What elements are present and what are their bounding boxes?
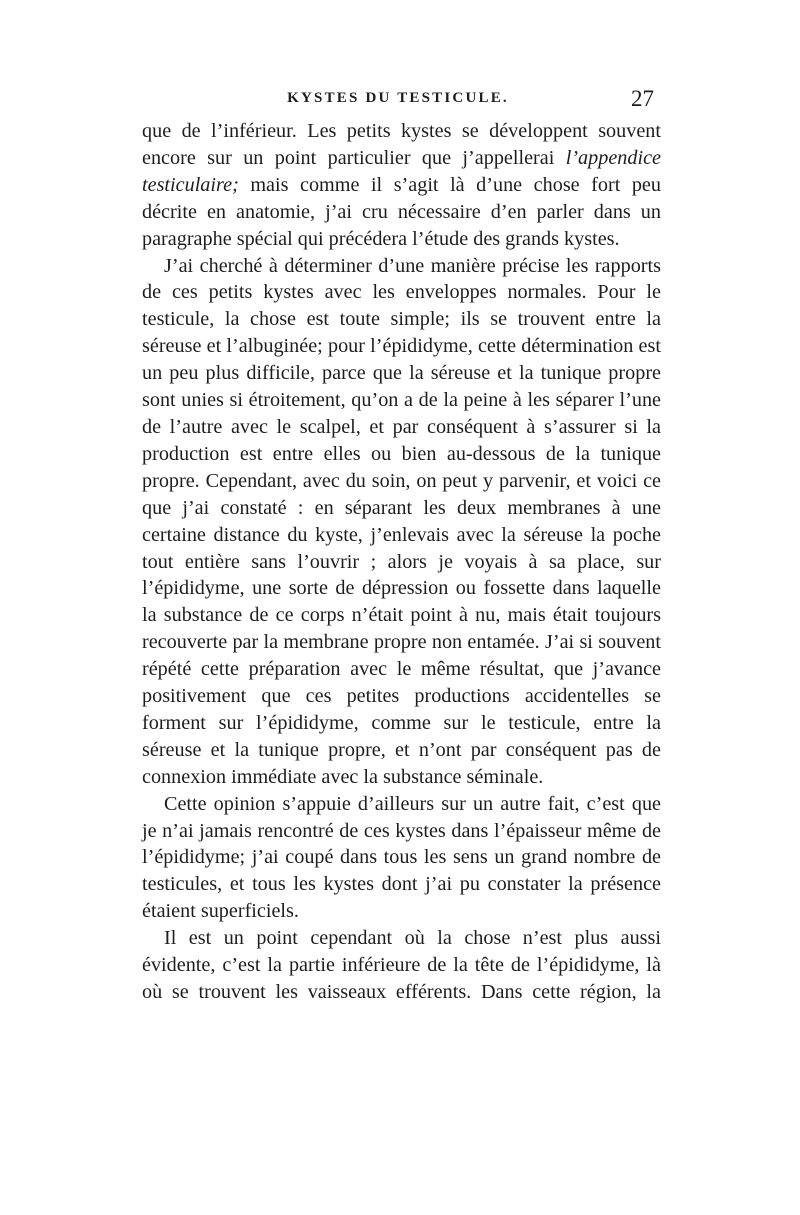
paragraph-continued bbox=[142, 118, 661, 253]
paragraph: Il est un point cependant où la chose n’est plus aussi évidente, c’est la partie inférieure de la tête de l’épididyme, là où se trouvent les vaisseaux efférents. Dans cette région, la bbox=[142, 927, 661, 1003]
paragraph-text-end: mais comme il s’agit là d’une chose fort peu décrite en anatomie, j’ai cru nécessaire d’en parler dans un paragraphe spécial qui précédera l’étude des grands kystes. bbox=[142, 173, 661, 250]
running-title: KYSTES DU TESTICULE. bbox=[287, 90, 509, 106]
paragraph-text-start: que de l’inférieur. Les petits kystes se développent souvent encore sur un point particulier que j’appellerai bbox=[142, 120, 661, 169]
paragraph: Cette opinion s’appuie d’ailleurs sur un autre fait, c’est que je n’ai jamais rencontré de ces kystes dans l’épaisseur même de l’épididyme; j’ai coupé dans tous les sens un grand nombre de testicules, et tous les kystes dont j’ai pu constater la présence étaient superficiels. bbox=[142, 792, 661, 923]
paragraph: J’ai cherché à déterminer d’une manière précise les rapports de ces petits kystes avec les enveloppes normales. Pour le testicule, la chose est toute simple; ils se trouvent entre la séreuse et l’albuginée; pour l’épididyme, cette détermination est un peu plus difficile, parce que la séreuse et la tunique propre sont unies si étroitement, qu’on a de la peine à les séparer l’une de l’autre avec le scalpel, et par conséquent à s’assurer si la production est entre elles ou bien au-dessous de la tunique propre. Cependant, avec du soin, on peut y parvenir, et voici ce que j’ai constaté : en séparant les deux membranes à une certaine distance du kyste, j’enlevais avec la séreuse la poche tout entière sans l’ouvrir ; alors je voyais à sa place, sur l’épididyme, une sorte de dépression ou fossette dans laquelle la substance de ce corps n’était point à nu, mais était toujours recouverte par la membrane propre non entamée. J’ai si souvent répété cette préparation avec le même résultat, que j’avance positivement que ces petites productions accidentelles se forment sur l’épididyme, comme sur le testicule, entre la séreuse et la tunique propre, et n’ont par conséquent pas de connexion immédiate avec la substance séminale. bbox=[142, 254, 661, 788]
page-number: 27 bbox=[631, 86, 654, 111]
running-head bbox=[142, 86, 654, 120]
italic-term: l’appendice testiculaire; bbox=[142, 146, 661, 196]
body-text bbox=[142, 118, 661, 1006]
